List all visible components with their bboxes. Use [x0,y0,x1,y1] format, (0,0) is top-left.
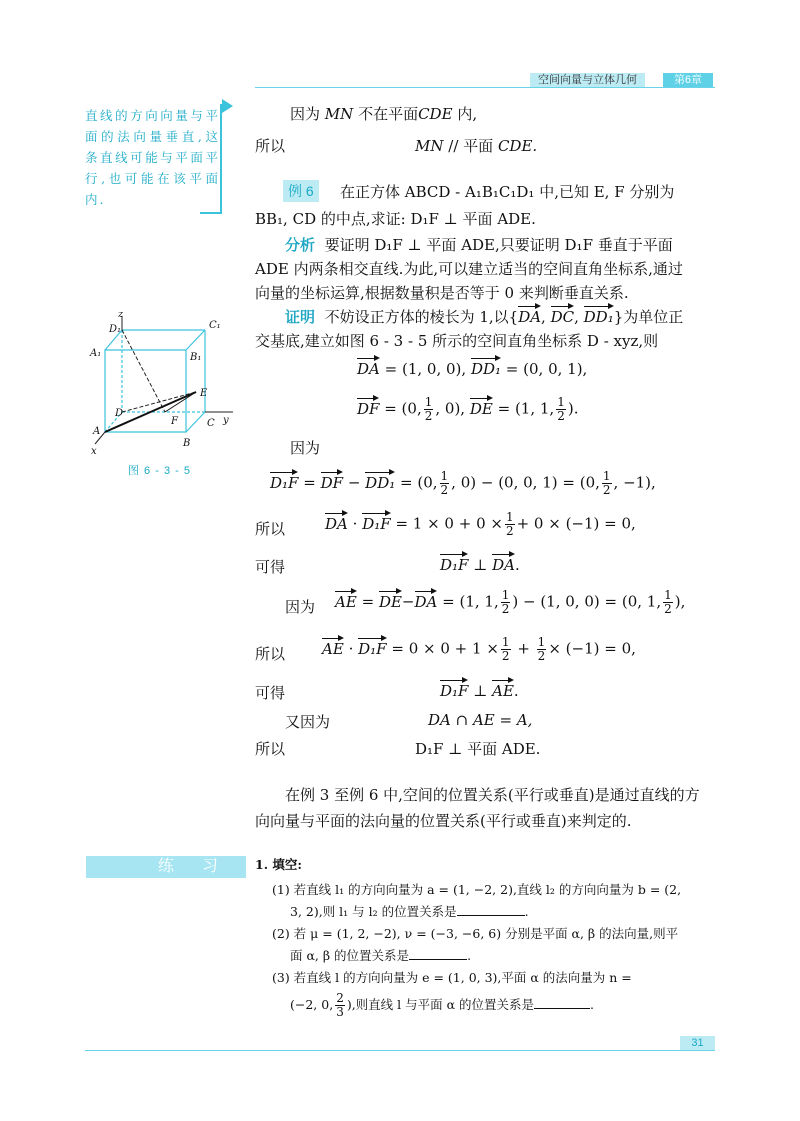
eq-da-dd1: DA = (1, 0, 0), DD₁ = (0, 0, 1), [357,360,588,378]
note-bracket-bottom [200,212,222,214]
figure-caption: 图 6 - 3 - 5 [128,465,191,477]
label-b: B [183,438,191,449]
answer-blank-1[interactable] [457,903,525,916]
cube-figure [85,312,245,462]
exercise-banner: 练习 [86,856,246,878]
eq-ae: AE = DE−DA = (1, 1, $\frac{1}{2}$ ) − (1, 0, 0) = (0, 1, $\frac{1}{2}$ ), [335,588,686,616]
label-b1: B₁ [190,352,202,363]
header-rule [255,87,715,88]
header-title: 空间向量与立体几何 [530,73,645,87]
example-6-text-2: BB₁, CD 的中点,求证: D₁F ⊥ 平面 ADE. [255,210,536,228]
exercise-p1a: (1) 若直线 l₁ 的方向向量为 a = (1, −2, 2),直线 l₂ 的方向向量为 b = (2, [272,882,682,897]
label-d1: D₁ [109,324,122,335]
exercise-q1: 1. 填空: [255,857,303,872]
proof-line-1: 证明 不妨设正方体的棱长为 1,以{DA, DC, DD₁}为单位正 [285,308,684,326]
summary-2: 向向量与平面的法向量的位置关系(平行或垂直)来判定的. [255,812,632,830]
eq-dot-2: AE · D₁F = 0 × 0 + 1 × $\frac{1}{2}$ + $\frac{1}{2}$ × (−1) = 0, [322,635,636,663]
so-label-2: 所以 [255,645,286,663]
page-number: 31 [680,1036,715,1050]
label-f: F [171,416,178,427]
proof-line-2: 交基底,建立如图 6 - 3 - 5 所示的空间直角坐标系 D - xyz,则 [255,332,659,350]
label-d: D [115,408,124,419]
label-c1: C₁ [209,320,221,331]
example-6-text: 在正方体 ABCD - A₁B₁C₁D₁ 中,已知 E, F 分别为 [340,183,675,201]
label-x: x [91,446,97,457]
perp-1: D₁F ⊥ DA. [440,556,520,574]
so-label-1: 所以 [255,520,286,538]
eq-df-de: DF = (0, $\frac{1}{2}$ , 0), DE = (1, 1, $\frac{1}{2}$ ). [357,395,579,423]
exercise-p2b: 面 α, β 的位置关系是 . [290,948,472,963]
answer-blank-3[interactable] [534,996,590,1009]
analysis-line-1: 分析 要证明 D₁F ⊥ 平面 ADE,只要证明 D₁F 垂直于平面 [285,236,673,254]
label-e: E [200,388,208,399]
eq-intersection: DA ∩ AE = A, [428,711,533,729]
because-label: 因为 [290,439,321,457]
exercise-p3b: (−2, 0, $\frac{2}{3}$ ),则直线 l 与平面 α 的位置关系是 . [290,991,594,1019]
label-a1: A₁ [90,348,102,359]
edge-b-c [186,412,205,432]
analysis-label: 分析 [285,237,316,254]
example-6-tag: 例 6 [283,180,319,202]
exercise-p2a: (2) 若 μ = (1, 2, −2), ν = (−3, −6, 6) 分别是平面 α, β 的法向量,则平 [272,926,679,941]
eq-final: D₁F ⊥ 平面 ADE. [415,740,541,758]
because-label-2: 因为 [285,598,316,616]
note-bracket [220,104,222,212]
proof-label: 证明 [285,309,316,326]
label-y: y [223,415,229,426]
edge-b1-c1 [186,330,205,350]
answer-blank-2[interactable] [409,947,467,960]
so-label-3: 所以 [255,740,286,758]
eq-d1f: D₁F = DF − DD₁ = (0, $\frac{1}{2}$ , 0) − (0, 0, 1) = (0, $\frac{1}{2}$ , −1), [270,469,656,497]
get-label-2: 可得 [255,684,286,702]
eq-dot-1: DA · D₁F = 1 × 0 + 0 × $\frac{1}{2}$ + 0 × (−1) = 0, [325,510,636,538]
summary-1: 在例 3 至例 6 中,空间的位置关系(平行或垂直)是通过直线的方 [285,786,700,804]
segment-d1f [122,330,165,412]
analysis-line-3: 向量的坐标运算,根据数量积是否等于 0 来判断垂直关系. [255,284,629,302]
also-because-label: 又因为 [285,713,331,731]
segment-fe [165,392,196,412]
exercise-p3a: (3) 若直线 l 的方向向量为 e = (1, 0, 3),平面 α 的法向量为 n = [272,970,632,985]
perp-2: D₁F ⊥ AE. [440,682,519,700]
margin-note: 直线的方向向量与平面的法向量垂直,这条直线可能与平面平行,也可能在该平面内. [85,108,220,207]
label-z: z [118,312,124,320]
footer-rule [85,1050,715,1051]
line-because-mn: 因为 MN 不在平面CDE 内, [290,105,478,123]
note-arrow-icon [222,99,233,113]
analysis-line-2: ADE 内两条相交直线.为此,可以建立适当的空间直角坐标系,通过 [255,260,683,278]
label-a: A [93,426,101,437]
line-so-mn: 所以 MN // 平面 CDE. [255,137,538,155]
get-label-1: 可得 [255,558,286,576]
header-chapter: 第6章 [663,73,713,87]
exercise-p1b: 3, 2),则 l₁ 与 l₂ 的位置关系是 . [290,904,529,919]
label-c: C [207,418,215,429]
